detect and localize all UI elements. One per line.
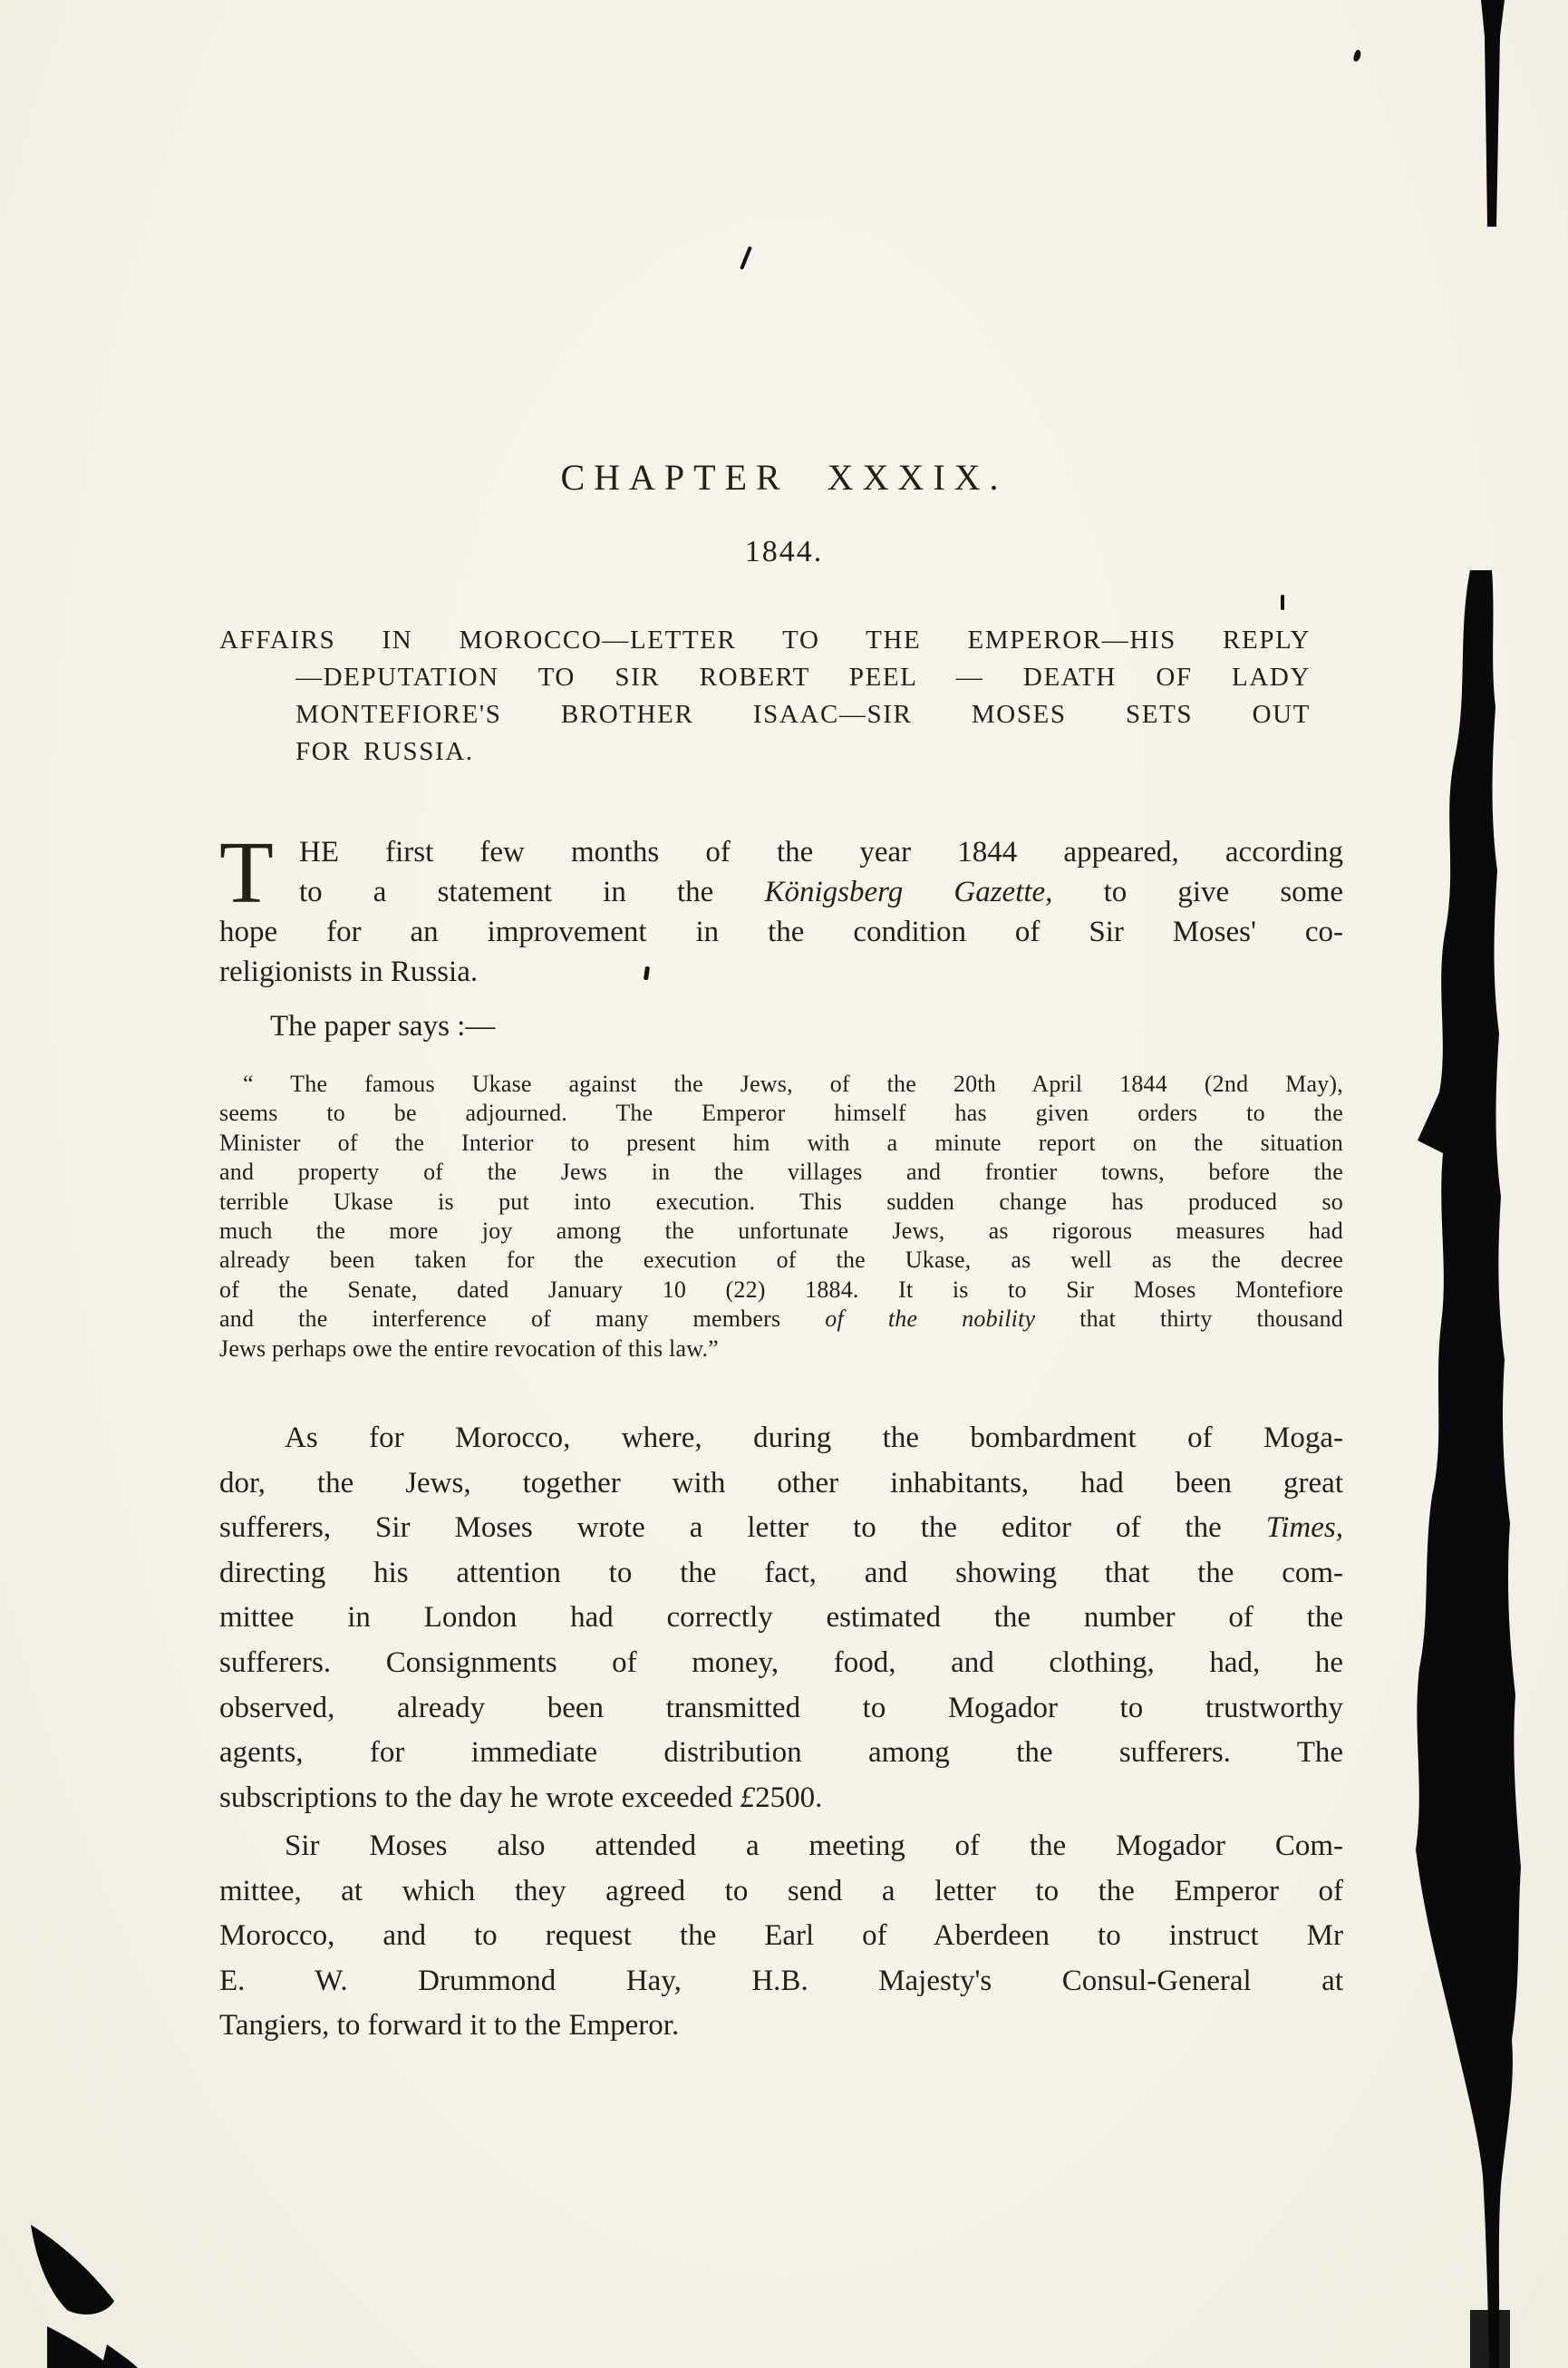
text-line (219, 1099, 1343, 1128)
text-segment: observed, already been transmitted to Mogador to trustworthy (219, 1691, 1343, 1724)
text-segment: The paper says :— (270, 1010, 496, 1043)
text-line (219, 1914, 1343, 1959)
scan-speck-comma (1353, 49, 1362, 62)
text-segment: already been taken for the execution of the Ukase, as well as the decree (219, 1247, 1343, 1274)
italic-text-segment: Times, (1265, 1511, 1343, 1545)
text-segment: to give some (1052, 876, 1343, 908)
summary-line: FOR RUSSIA. (295, 737, 474, 766)
text-line (219, 1824, 1343, 1869)
text-line (219, 2004, 1343, 2049)
text-line (219, 1776, 1343, 1821)
italic-text-segment: Königsberg Gazette, (764, 876, 1053, 908)
text-segment: of the Senate, dated January 10 (22) 1884. It is to Sir Moses Montefiore (219, 1276, 1343, 1303)
chapter-year: 1844. (744, 535, 824, 568)
text-line (219, 1551, 1343, 1596)
text-segment: sufferers. Consignments of money, food, and clothing, had, he (219, 1645, 1343, 1679)
text-segment: dor, the Jews, together with other inhabitants, had been great (219, 1466, 1343, 1499)
text-segment: subscriptions to the day he wrote exceeded (219, 1781, 740, 1814)
ink-blob-right (1416, 570, 1521, 2368)
text-segment: mittee, at which they agreed to send a letter to the Emperor of (219, 1874, 1343, 1907)
text-segment: seems to be adjourned. The Emperor himself has given orders to the (219, 1100, 1343, 1127)
text-line (219, 1596, 1343, 1641)
text-segment: to a statement in the (299, 876, 765, 908)
text-line (219, 1129, 1343, 1158)
text-segment: hope for an improvement in the condition of Sir Moses' co- (219, 916, 1343, 948)
ink-blob-bottom-left-2 (47, 2326, 112, 2368)
text-line (299, 872, 1343, 912)
text-line (219, 1305, 1343, 1334)
chapter-heading: CHAPTER XXXIX. (560, 457, 1008, 498)
ink-chunk-bottom-right (1470, 2310, 1510, 2368)
text-segment: Jews perhaps owe the entire revocation of this law.” (219, 1334, 719, 1362)
chapter-summary (219, 622, 1311, 771)
summary-line: MONTEFIORE'S BROTHER ISAAC—SIR MOSES SETS OUT (295, 700, 1311, 729)
text-segment: agents, for immediate distribution among the sufferers. The (219, 1736, 1343, 1770)
text-line (219, 1959, 1343, 2004)
text-segment: Sir Moses also attended a meeting of the Mogador Com- (285, 1829, 1343, 1862)
text-line (219, 1506, 1343, 1551)
text-segment: directing his attention to the fact, and showing that the com- (219, 1556, 1343, 1589)
opening-paragraph (219, 824, 1343, 992)
text-line (219, 1334, 1343, 1364)
summary-line: AFFAIRS IN MOROCCO—LETTER TO THE EMPEROR—HIS REPLY (219, 626, 1311, 655)
text-line (219, 912, 1343, 952)
closing-paragraph (219, 1824, 1343, 2049)
drop-cap: T (219, 824, 274, 922)
text-segment: As for Morocco, where, during the bombardment of Moga- (285, 1422, 1343, 1454)
paper-says-line (219, 1006, 1343, 1046)
text-segment: that thirty thousand (1035, 1305, 1343, 1333)
text-segment: 2500. (755, 1781, 823, 1814)
text-line (219, 1158, 1343, 1187)
text-line (219, 1641, 1343, 1686)
text-line (219, 1731, 1343, 1776)
text-line (219, 1217, 1343, 1246)
ink-bar-top-right (1481, 0, 1505, 227)
text-line (219, 1246, 1343, 1275)
text-line (219, 1006, 1343, 1046)
text-segment: much the more joy among the unfortunate Jews, as rigorous measures had (219, 1217, 1343, 1244)
text-line (219, 1869, 1343, 1915)
text-line (219, 1276, 1343, 1305)
text-segment: sufferers, Sir Moses wrote a letter to the editor of the (219, 1511, 1266, 1545)
morocco-paragraph (219, 1416, 1343, 1820)
summary-line: —DEPUTATION TO SIR ROBERT PEEL — DEATH OF LADY (295, 663, 1311, 692)
text-line (299, 832, 1343, 872)
text-segment: E. W. Drummond Hay, H.B. Majesty's Consul-General at (219, 1964, 1343, 1997)
text-segment: Tangiers, to forward it to the Emperor. (219, 2009, 680, 2043)
text-line (219, 1686, 1343, 1732)
text-segment: and the interference of many members (219, 1305, 826, 1333)
ink-blob-bottom-left-1 (31, 2225, 114, 2315)
text-line (219, 1461, 1343, 1507)
text-segment: Minister of the Interior to present him with a minute report on the situation (219, 1129, 1343, 1156)
ink-blob-bottom-left-3 (102, 2344, 138, 2368)
italic-text-segment: of the nobility (825, 1305, 1036, 1333)
text-line (219, 952, 1343, 992)
text-segment: mittee in London had correctly estimated the number of the (219, 1601, 1343, 1635)
scan-speck-slash (740, 246, 752, 270)
scan-speck-tick (1281, 595, 1284, 610)
text-line (219, 1416, 1343, 1461)
text-segment: and property of the Jews in the villages and frontier towns, before the (219, 1159, 1343, 1186)
text-segment: “ The famous Ukase against the Jews, of the 20th April 1844 (2nd May), (243, 1071, 1343, 1097)
text-segment: HE first few months of the year 1844 appeared, according (299, 836, 1343, 869)
italic-text-segment: £ (740, 1781, 756, 1814)
quoted-passage (219, 1070, 1343, 1364)
text-segment: Morocco, and to request the Earl of Aberdeen to instruct Mr (219, 1919, 1343, 1953)
text-segment: terrible Ukase is put into execution. This sudden change has produced so (219, 1188, 1343, 1215)
text-segment: religionists in Russia. (219, 956, 479, 988)
text-line (219, 1188, 1343, 1217)
text-line (219, 1070, 1343, 1099)
